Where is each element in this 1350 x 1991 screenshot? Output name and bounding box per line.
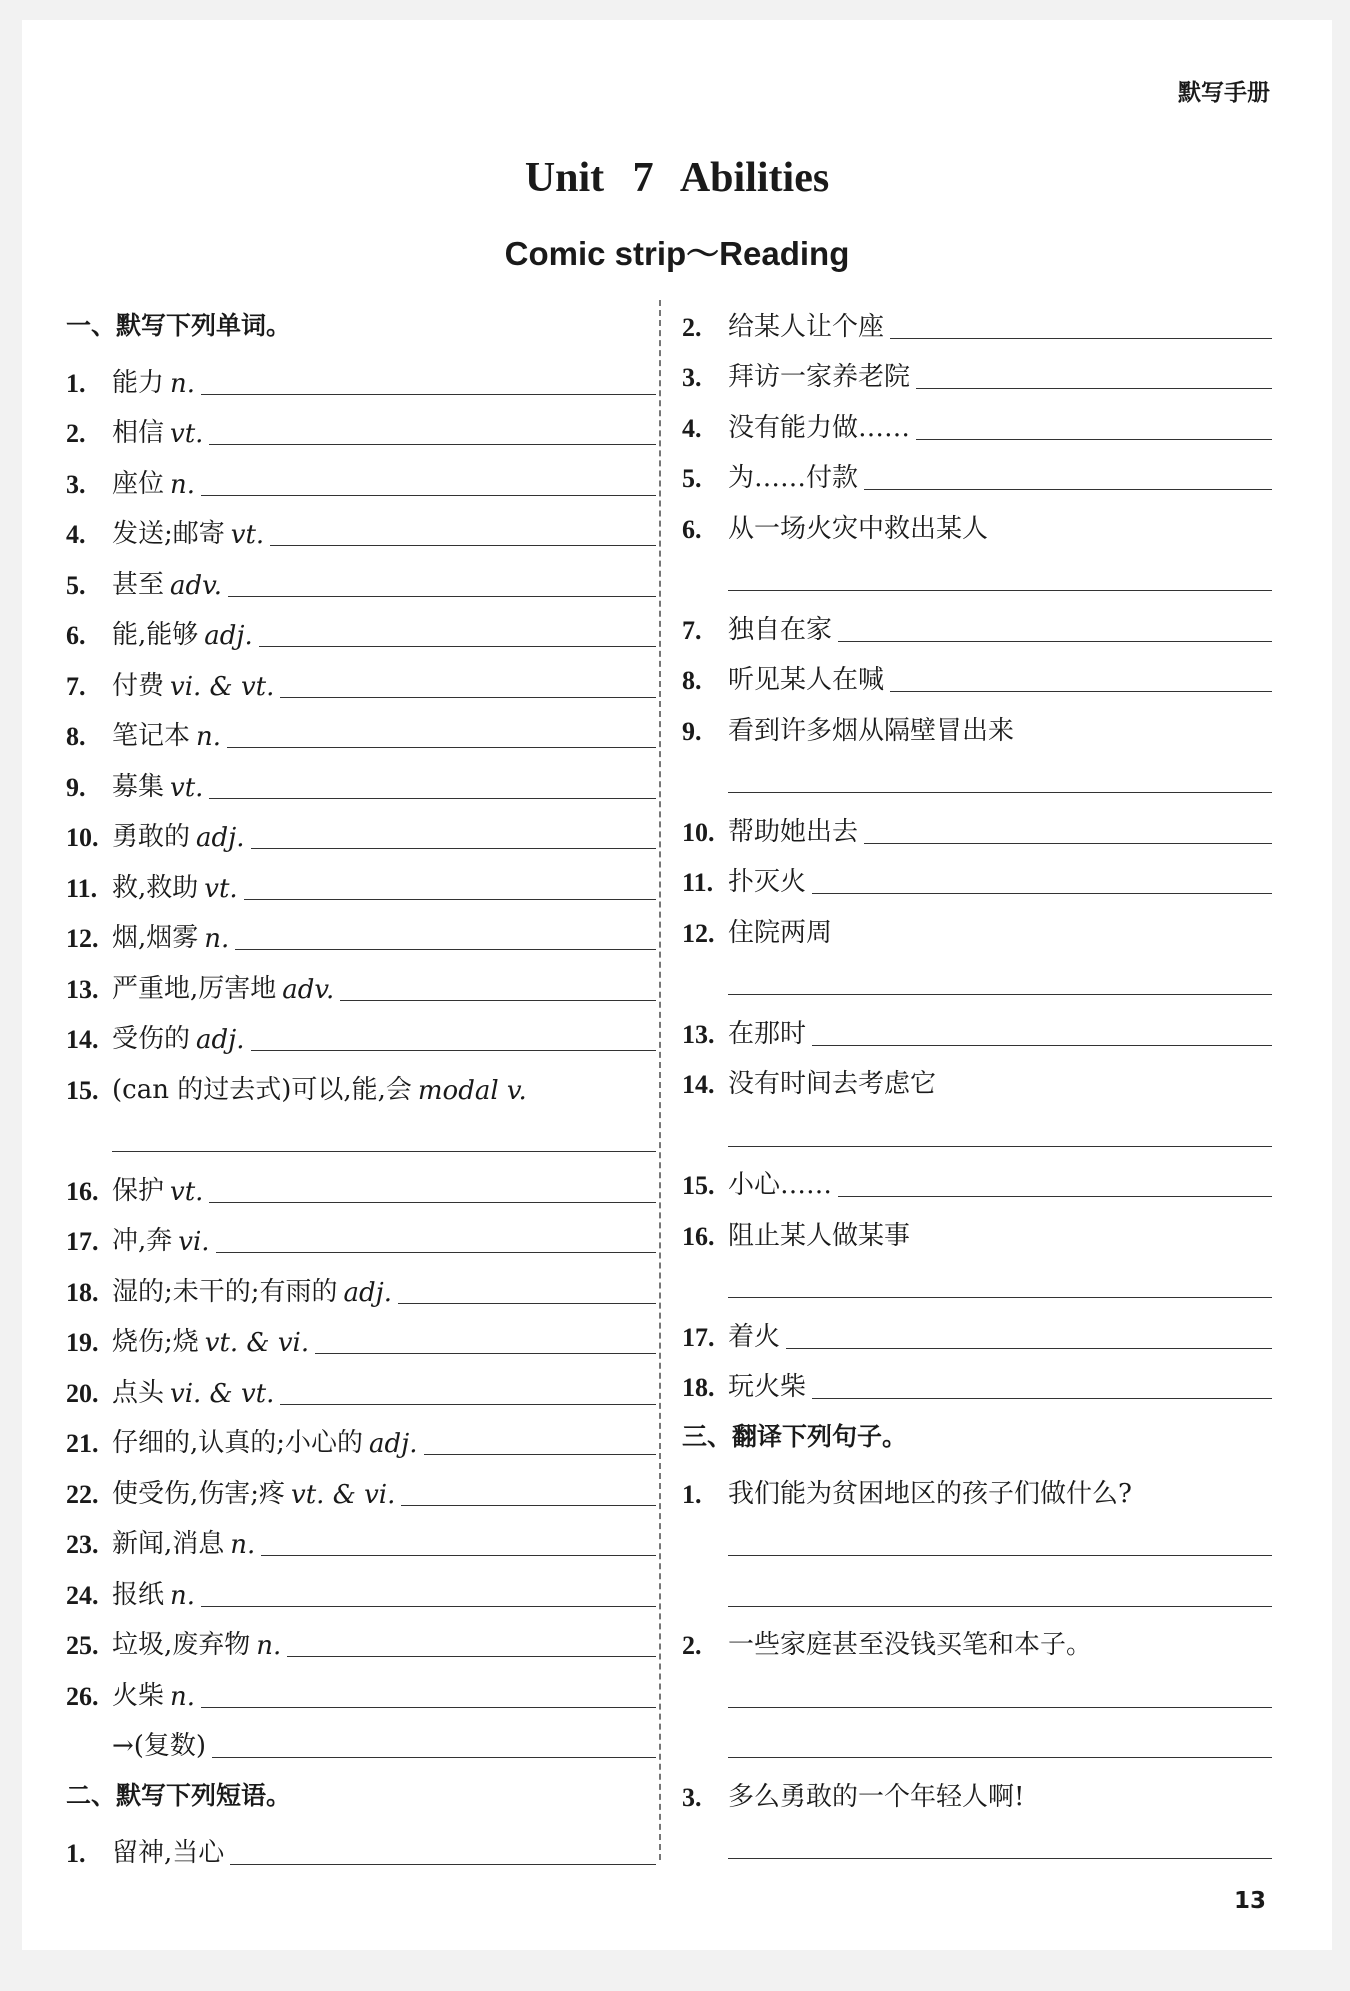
answer-blank[interactable] <box>201 393 656 395</box>
phrase-item: 18. 玩火柴 <box>682 1359 1272 1410</box>
answer-blank[interactable] <box>270 544 656 546</box>
answer-line <box>682 1819 1272 1870</box>
answer-blank[interactable] <box>251 847 657 849</box>
answer-blank[interactable] <box>201 494 656 496</box>
word-item: 15. (can 的过去式)可以,能,会 modal v. <box>66 1074 527 1106</box>
answer-blank[interactable] <box>244 898 656 900</box>
answer-blank[interactable] <box>287 1655 656 1657</box>
answer-blank[interactable] <box>212 1756 656 1758</box>
phrase-item: 3. 拜访一家养老院 <box>682 349 1272 400</box>
answer-blank[interactable] <box>890 337 1272 339</box>
answer-line <box>682 1258 1272 1309</box>
answer-blank[interactable] <box>728 1555 1272 1556</box>
word-item: 17. 冲,奔 vi. <box>66 1213 656 1264</box>
phrase-item: 4. 没有能力做…… <box>682 399 1272 450</box>
right-column <box>682 298 1272 1869</box>
word-item: 20. 点头 vi. & vt. <box>66 1364 656 1415</box>
answer-blank[interactable] <box>838 640 1272 642</box>
answer-blank[interactable] <box>916 438 1272 440</box>
phrase-item: 9. 看到许多烟从隔壁冒出来 <box>682 715 1015 746</box>
answer-line <box>682 1718 1272 1769</box>
answer-blank[interactable] <box>216 1251 656 1253</box>
answer-blank[interactable] <box>209 1201 656 1203</box>
word-item: 5. 甚至 adv. <box>66 556 656 607</box>
word-item: 14. 受伤的 adj. <box>66 1011 656 1062</box>
word-item: 8. 笔记本 n. <box>66 708 656 759</box>
answer-blank[interactable] <box>251 1049 657 1051</box>
answer-blank[interactable] <box>280 696 656 698</box>
word-item: 11. 救,救助 vt. <box>66 859 656 910</box>
answer-blank[interactable] <box>812 1397 1272 1399</box>
answer-blank[interactable] <box>227 746 656 748</box>
word-item: 16. 保护 vt. <box>66 1162 656 1213</box>
column-divider <box>659 300 661 1860</box>
word-item: 7. 付费 vi. & vt. <box>66 657 656 708</box>
answer-blank[interactable] <box>812 1044 1272 1046</box>
word-item: 24. 报纸 n. <box>66 1566 656 1617</box>
header-label: 默写手册 <box>1178 80 1270 106</box>
answer-blank[interactable] <box>201 1605 656 1607</box>
answer-blank[interactable] <box>280 1403 656 1405</box>
word-item: 19. 烧伤;烧 vt. & vi. <box>66 1314 656 1365</box>
phrase-item: 13. 在那时 <box>682 1005 1272 1056</box>
word-item: 12. 烟,烟雾 n. <box>66 910 656 961</box>
word-item: 9. 募集 vt. <box>66 758 656 809</box>
answer-blank[interactable] <box>728 792 1272 793</box>
answer-blank[interactable] <box>728 1297 1272 1298</box>
phrase-item: 12. 住院两周 <box>682 917 833 948</box>
word-item: 13. 严重地,厉害地 adv. <box>66 960 656 1011</box>
answer-blank[interactable] <box>261 1554 656 1556</box>
sentence-item: 2. 一些家庭甚至没钱买笔和本子。 <box>682 1630 1093 1660</box>
word-item: 4. 发送;邮寄 vt. <box>66 506 656 557</box>
phrase-item: 10. 帮助她出去 <box>682 803 1272 854</box>
word-item: 1. 能力 n. <box>66 354 656 405</box>
answer-blank[interactable] <box>401 1504 656 1506</box>
answer-blank[interactable] <box>228 595 656 597</box>
word-item: 3. 座位 n. <box>66 455 656 506</box>
answer-blank[interactable] <box>315 1352 656 1354</box>
phrase-item: 5. 为……付款 <box>682 450 1272 501</box>
answer-blank[interactable] <box>201 1706 656 1708</box>
answer-blank[interactable] <box>838 1195 1272 1197</box>
word-item: 10. 勇敢的 adj. <box>66 809 656 860</box>
answer-line <box>682 1516 1272 1567</box>
answer-blank[interactable] <box>424 1453 656 1455</box>
phrase-item: 16. 阻止某人做某事 <box>682 1220 911 1251</box>
answer-blank[interactable] <box>728 994 1272 995</box>
answer-line <box>682 1566 1272 1617</box>
answer-blank[interactable] <box>209 797 656 799</box>
phrase-item: 7. 独自在家 <box>682 601 1272 652</box>
answer-blank[interactable] <box>398 1302 656 1304</box>
answer-blank[interactable] <box>786 1347 1272 1349</box>
sentence-item: 3. 多么勇敢的一个年轻人啊! <box>682 1781 1025 1812</box>
page-title: Unit 7 Abilities <box>524 155 830 201</box>
phrase-item: 8. 听见某人在喊 <box>682 652 1272 703</box>
answer-blank[interactable] <box>230 1863 656 1865</box>
answer-blank[interactable] <box>728 1606 1272 1607</box>
word-item: 25. 垃圾,废弃物 n. <box>66 1617 656 1668</box>
word-item: 23. 新闻,消息 n. <box>66 1516 656 1567</box>
word-item: 26. 火柴 n. <box>66 1667 656 1718</box>
phrase-item: 14. 没有时间去考虑它 <box>682 1069 937 1099</box>
answer-line <box>682 1106 1272 1157</box>
worksheet-page <box>22 20 1332 1950</box>
answer-line <box>682 753 1272 804</box>
plural-item: →(复数) <box>66 1718 656 1769</box>
phrase-item: 15. 小心…… <box>682 1157 1272 1208</box>
answer-blank[interactable] <box>209 443 656 445</box>
answer-line <box>682 1667 1272 1718</box>
answer-blank[interactable] <box>235 948 656 950</box>
section-title-words: 一、默写下列单词。 <box>66 311 292 340</box>
phrase-item: 1. 留神,当心 <box>66 1824 656 1875</box>
phrase-item: 6. 从一场火灾中救出某人 <box>682 513 989 544</box>
word-item: 6. 能,能够 adj. <box>66 607 656 658</box>
word-item: 2. 相信 vt. <box>66 405 656 456</box>
phrase-item: 2. 给某人让个座 <box>682 298 1272 349</box>
answer-blank[interactable] <box>259 645 656 647</box>
answer-blank[interactable] <box>916 387 1272 389</box>
left-column <box>66 298 656 1875</box>
phrase-item: 17. 着火 <box>682 1308 1272 1359</box>
word-item: 18. 湿的;未干的;有雨的 adj. <box>66 1263 656 1314</box>
answer-blank[interactable] <box>864 842 1272 844</box>
page-subtitle: Comic strip～Reading <box>504 235 850 272</box>
answer-blank[interactable] <box>728 590 1272 591</box>
phrase-item: 11. 扑灭火 <box>682 854 1272 905</box>
answer-blank[interactable] <box>728 1146 1272 1147</box>
answer-line <box>682 955 1272 1006</box>
sentence-item: 1. 我们能为贫困地区的孩子们做什么? <box>682 1478 1132 1509</box>
answer-line <box>682 551 1272 602</box>
answer-blank[interactable] <box>890 690 1272 692</box>
answer-blank[interactable] <box>728 1757 1272 1758</box>
word-item: 21. 仔细的,认真的;小心的 adj. <box>66 1415 656 1466</box>
answer-blank[interactable] <box>112 1151 656 1152</box>
answer-blank[interactable] <box>728 1858 1272 1859</box>
answer-blank[interactable] <box>812 892 1272 894</box>
section-title-sentences: 三、翻译下列句子。 <box>682 1422 908 1451</box>
answer-line <box>66 1112 656 1163</box>
answer-blank[interactable] <box>340 999 656 1001</box>
answer-blank[interactable] <box>728 1707 1272 1708</box>
page-number: 13 <box>1233 1888 1266 1914</box>
answer-blank[interactable] <box>864 488 1272 490</box>
section-title-phrases: 二、默写下列短语。 <box>66 1781 292 1810</box>
word-item: 22. 使受伤,伤害;疼 vt. & vi. <box>66 1465 656 1516</box>
